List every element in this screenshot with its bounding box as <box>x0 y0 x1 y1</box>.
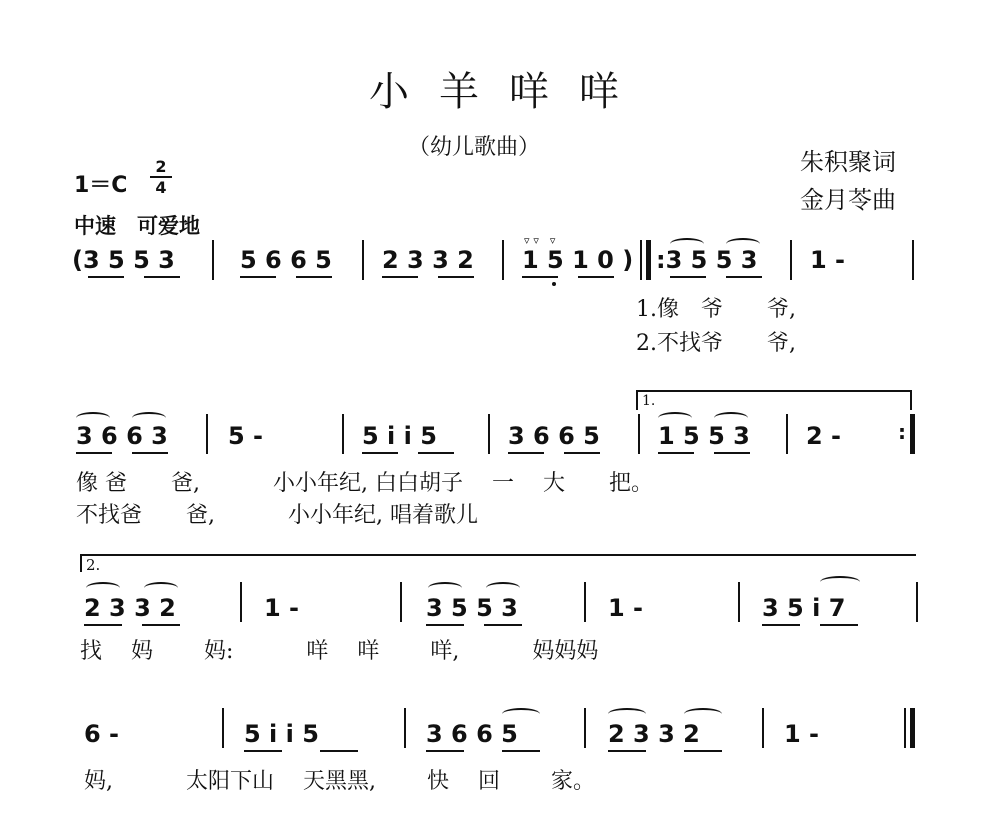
volta-2: 2. <box>86 556 101 574</box>
measure: 3 6 6 5 <box>508 422 600 450</box>
measure: 3 5 5 3 <box>426 594 518 622</box>
volta-1: 1. <box>642 393 656 409</box>
measure: 5 - <box>228 422 264 450</box>
song-subtitle: （幼儿歌曲） <box>408 135 541 160</box>
measure: 1 5 1 0 ) <box>522 246 634 274</box>
lyric-verse-1: 像 爸 爸, 小小年纪, 白白胡子 一 大 把。 <box>76 471 653 496</box>
measure: 5 i i 5 <box>362 422 437 450</box>
lyric-verse-1: 1.像 爷 爷, <box>636 297 796 322</box>
measure: 2 3 3 2 <box>382 246 474 274</box>
measure: 3 5 i 7 <box>762 594 846 622</box>
measure: 6 - <box>84 720 120 748</box>
measure: 1 5 5 3 <box>658 422 750 450</box>
tempo-marking: 中速 可爱地 <box>74 214 200 238</box>
lyric-verse-2: 2.不找爷 爷, <box>636 331 796 356</box>
measure: 1 - <box>784 720 820 748</box>
key-signature: 1＝C <box>74 173 128 198</box>
measure: 2 - <box>806 422 842 450</box>
time-signature <box>150 158 172 196</box>
measure: 2 3 3 2 <box>84 594 176 622</box>
song-title: 小羊咩咩 <box>369 69 649 115</box>
measure: 1 - <box>264 594 300 622</box>
measure: :3 5 5 3 <box>656 246 758 274</box>
lyricist-credit: 朱积聚词 <box>800 148 896 176</box>
measure: 1 - <box>810 246 846 274</box>
composer-credit: 金月苓曲 <box>800 186 896 214</box>
measure: 5 i i 5 <box>244 720 319 748</box>
time-signature-top: 2 <box>155 157 167 176</box>
measure: 3 6 6 3 <box>76 422 168 450</box>
lyric-verse-2: 不找爸 爸, 小小年纪, 唱着歌儿 <box>76 503 478 528</box>
lyric-verse: 找 妈 妈: 咩 咩 咩, 妈妈妈 <box>80 639 599 664</box>
measure: 3 6 6 5 <box>426 720 518 748</box>
measure: 2 3 3 2 <box>608 720 700 748</box>
measure: 1 - <box>608 594 644 622</box>
lyric-verse: 妈, 太阳下山 天黑黑, 快 回 家。 <box>84 769 595 794</box>
measure: 5 6 6 5 <box>240 246 332 274</box>
time-signature-bottom: 4 <box>155 178 167 197</box>
measure: (3 5 5 3 <box>72 246 175 274</box>
